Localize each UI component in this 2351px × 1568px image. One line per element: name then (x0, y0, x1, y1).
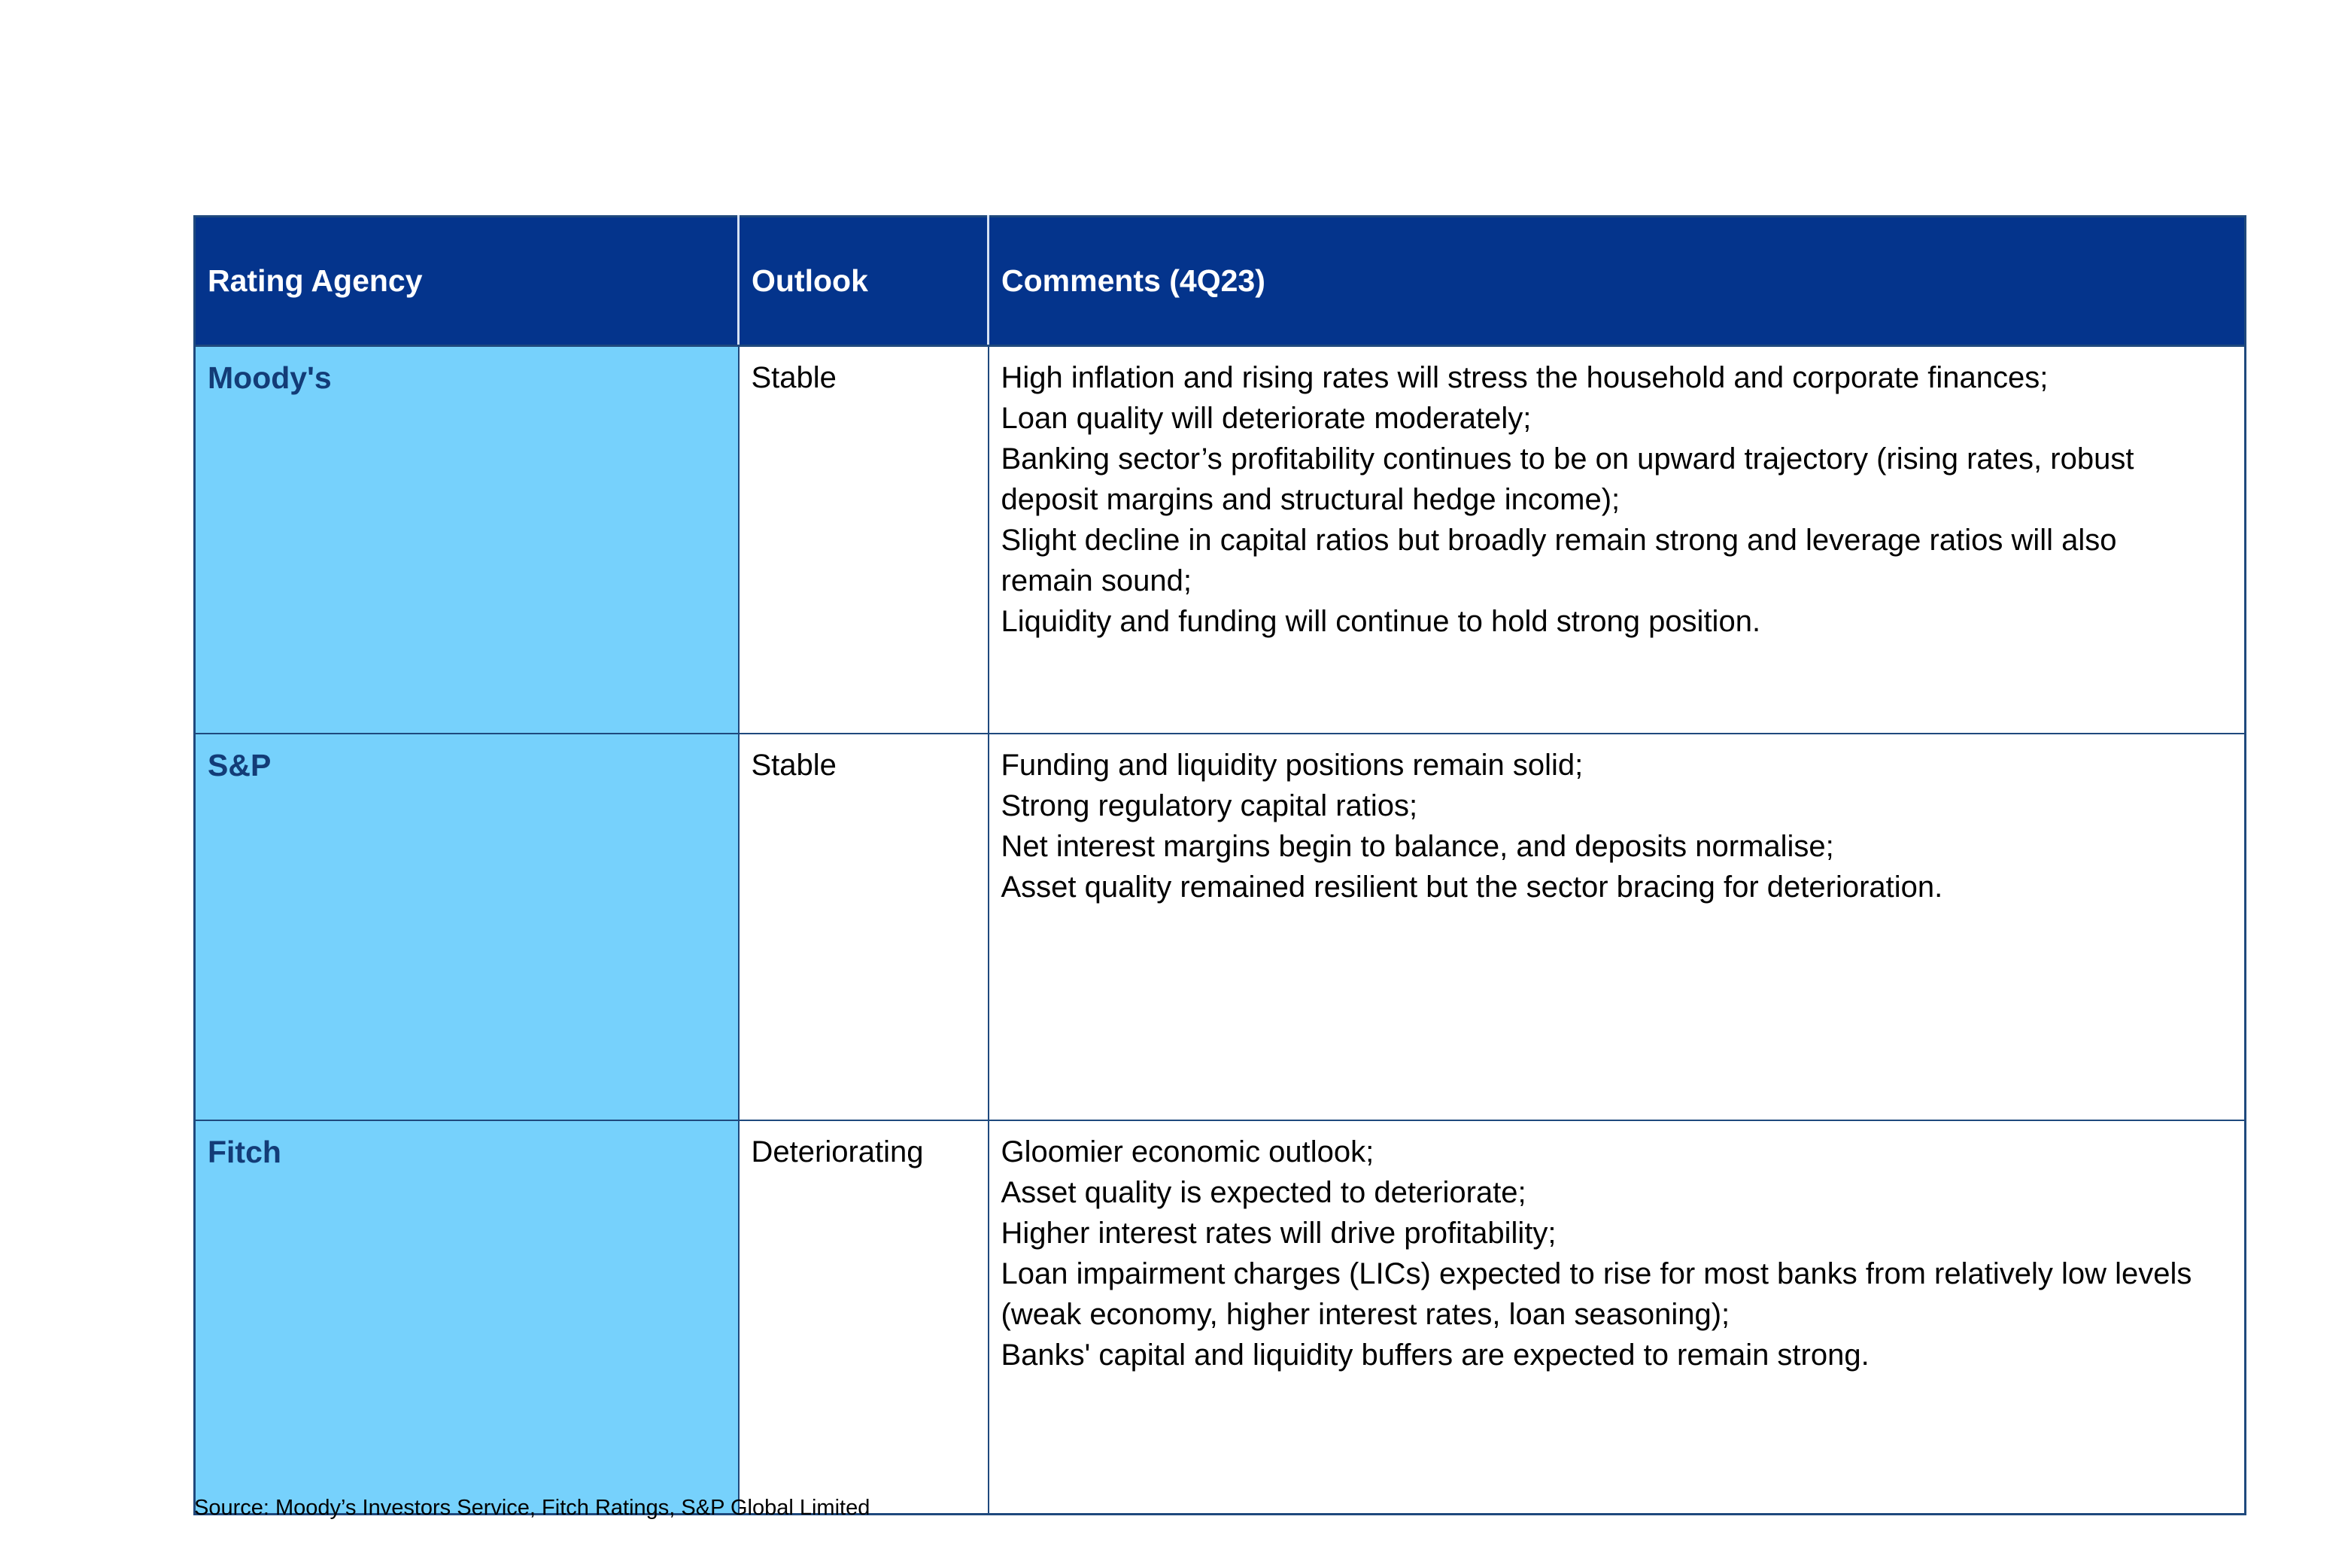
comment-line: Strong regulatory capital ratios; (1001, 789, 1418, 822)
comment-line: Banks' capital and liquidity buffers are expected to remain strong. (1001, 1339, 1870, 1372)
comments-sp (989, 734, 2246, 1120)
comment-line: Banking sector’s profitability continues to be on upward trajectory (rising rates, robust deposit margins and structural hedge income); (1001, 442, 2134, 516)
header-rating-agency: Rating Agency (195, 217, 739, 346)
outlook-sp: Stable (739, 734, 989, 1120)
agency-name-moodys: Moody's (195, 346, 739, 734)
comment-line: Asset quality remained resilient but the sector bracing for deterioration. (1001, 871, 1943, 904)
table-row-fitch (195, 1120, 2246, 1515)
comment-line: Funding and liquidity positions remain solid; (1001, 749, 1584, 782)
comment-line: Loan impairment charges (LICs) expected to rise for most banks from relatively low levels (weak economy, higher interest rates, loan seasoning); (1001, 1257, 2192, 1331)
comment-line: Liquidity and funding will continue to hold strong position. (1001, 605, 1761, 638)
comment-line: Loan quality will deteriorate moderately; (1001, 402, 1532, 435)
source-note: Source: Moody’s Investors Service, Fitch Ratings, S&P Global Limited (194, 1496, 870, 1520)
outlook-moodys: Stable (739, 346, 989, 734)
comments-moodys (989, 346, 2246, 734)
header-outlook: Outlook (739, 217, 989, 346)
comment-line: Higher interest rates will drive profitability; (1001, 1217, 1557, 1250)
outlook-fitch: Deteriorating (739, 1120, 989, 1515)
comment-line: Slight decline in capital ratios but broadly remain strong and leverage ratios will also remain sound; (1001, 524, 2117, 597)
comment-line: Net interest margins begin to balance, and deposits normalise; (1001, 830, 1834, 863)
comment-line: Asset quality is expected to deteriorate; (1001, 1176, 1526, 1209)
comment-line: Gloomier economic outlook; (1001, 1135, 1374, 1168)
agency-name-sp: S&P (195, 734, 739, 1120)
comment-line: High inflation and rising rates will stress the household and corporate finances; (1001, 361, 2049, 394)
table-row-sp (195, 734, 2246, 1120)
table-row-moodys (195, 346, 2246, 734)
comments-fitch (989, 1120, 2246, 1515)
rating-agency-table (193, 215, 2246, 1515)
header-comments: Comments (4Q23) (989, 217, 2246, 346)
agency-name-fitch: Fitch (195, 1120, 739, 1515)
table-header-row (195, 217, 2246, 346)
